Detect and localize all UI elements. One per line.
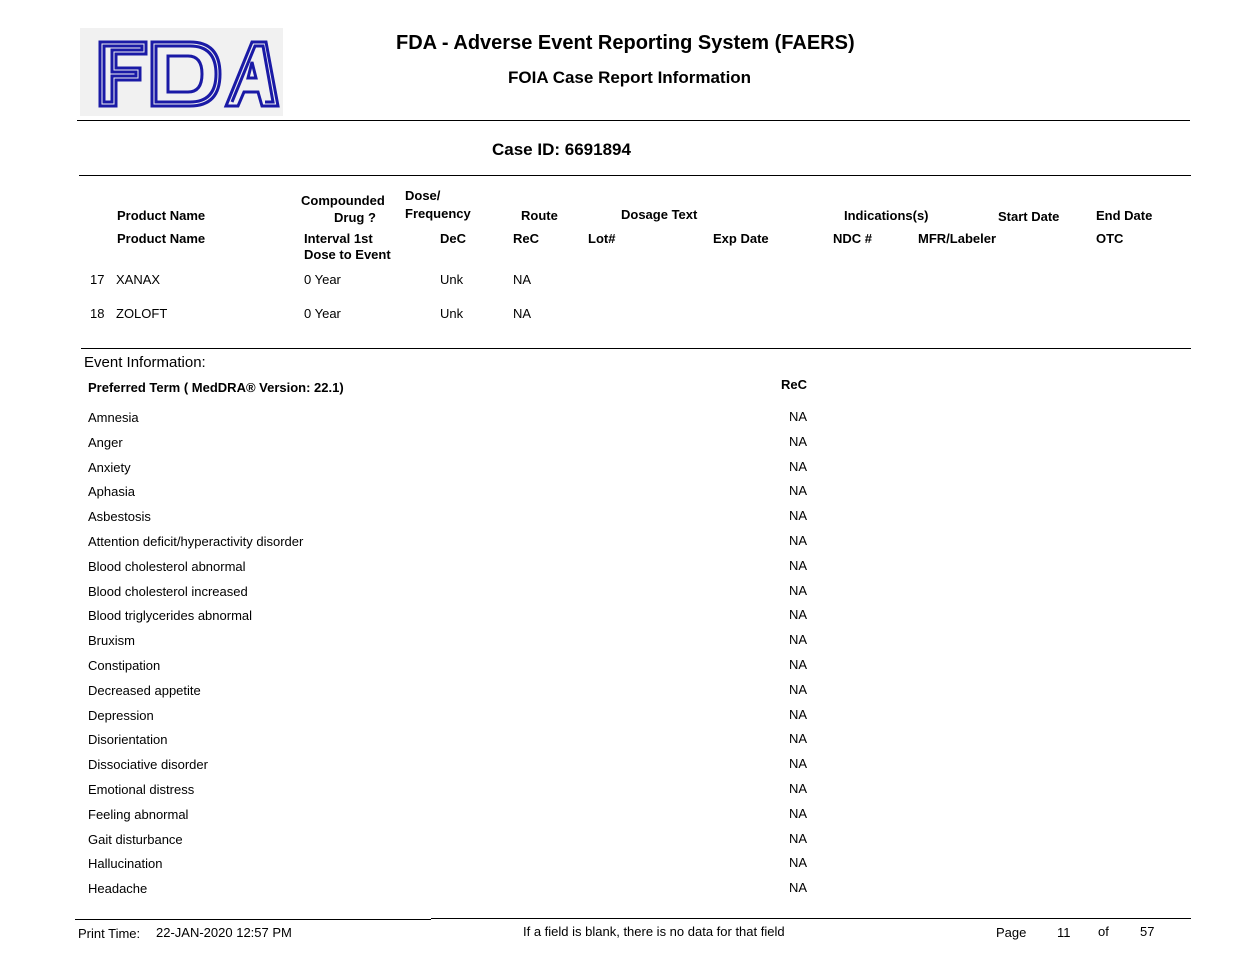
event-rec-value: NA bbox=[789, 806, 808, 821]
event-term: Blood triglycerides abnormal bbox=[88, 608, 253, 623]
print-time-value: 22-JAN-2020 12:57 PM bbox=[156, 925, 292, 940]
row-number: 17 bbox=[90, 272, 105, 287]
preferred-term-header: Preferred Term ( MedDRA® Version: 22.1) bbox=[88, 380, 344, 395]
col-exp-date: Exp Date bbox=[713, 231, 769, 246]
col-frequency: Frequency bbox=[405, 206, 471, 221]
dec-value: Unk bbox=[440, 272, 464, 287]
event-rec-value: NA bbox=[789, 855, 808, 870]
case-id: Case ID: 6691894 bbox=[492, 140, 631, 159]
rec-value: NA bbox=[513, 306, 532, 321]
rec-value: NA bbox=[513, 272, 532, 287]
event-term: Asbestosis bbox=[88, 509, 151, 524]
divider bbox=[77, 120, 1190, 121]
event-term: Headache bbox=[88, 881, 148, 896]
page-total: 57 bbox=[1140, 924, 1155, 939]
col-dec: DeC bbox=[440, 231, 467, 246]
event-rec-value: NA bbox=[789, 682, 808, 697]
report-subtitle: FOIA Case Report Information bbox=[508, 68, 752, 87]
page-label: Page bbox=[996, 925, 1027, 940]
col-indications: Indications(s) bbox=[844, 208, 929, 223]
event-rec-value: NA bbox=[789, 459, 808, 474]
event-term: Blood cholesterol increased bbox=[88, 584, 248, 599]
event-rec-header: ReC bbox=[781, 377, 808, 392]
col-route: Route bbox=[521, 208, 558, 223]
col-interval: Interval 1st bbox=[304, 231, 373, 246]
footer-divider bbox=[75, 919, 431, 920]
event-rec-value: NA bbox=[789, 583, 808, 598]
event-term: Constipation bbox=[88, 658, 161, 673]
page-number: 11 bbox=[1057, 925, 1071, 940]
event-rec-value: NA bbox=[789, 558, 808, 573]
col-lot: Lot# bbox=[588, 231, 616, 246]
event-term: Anxiety bbox=[88, 460, 131, 475]
event-rec-value: NA bbox=[789, 707, 808, 722]
event-term: Anger bbox=[88, 435, 123, 450]
event-term: Hallucination bbox=[88, 856, 163, 871]
event-rec-value: NA bbox=[789, 607, 808, 622]
fda-logo-graphic bbox=[80, 28, 283, 116]
of-label: of bbox=[1098, 924, 1109, 939]
col-otc: OTC bbox=[1096, 231, 1124, 246]
event-rec-value: NA bbox=[789, 508, 808, 523]
event-rec-value: NA bbox=[789, 409, 808, 424]
event-term: Emotional distress bbox=[88, 782, 195, 797]
dec-value: Unk bbox=[440, 306, 464, 321]
col-interval-2: Dose to Event bbox=[304, 247, 391, 262]
event-term: Feeling abnormal bbox=[88, 807, 189, 822]
footer-divider bbox=[431, 918, 1191, 919]
event-term: Disorientation bbox=[88, 732, 168, 747]
event-rec-value: NA bbox=[789, 533, 808, 548]
divider bbox=[81, 348, 1191, 349]
col-start-date: Start Date bbox=[998, 209, 1060, 224]
event-rec-value: NA bbox=[789, 731, 808, 746]
col-rec: ReC bbox=[513, 231, 540, 246]
event-term: Bruxism bbox=[88, 633, 135, 648]
event-term: Aphasia bbox=[88, 484, 135, 499]
col-compounded: Compounded bbox=[301, 193, 385, 208]
event-rec-value: NA bbox=[789, 781, 808, 796]
col-product-name-2: Product Name bbox=[117, 231, 206, 246]
col-end-date: End Date bbox=[1096, 208, 1153, 223]
col-product-name: Product Name bbox=[117, 208, 206, 223]
event-rec-value: NA bbox=[789, 831, 808, 846]
event-term: Gait disturbance bbox=[88, 832, 183, 847]
event-term: Attention deficit/hyperactivity disorder bbox=[88, 534, 304, 549]
col-compounded-2: Drug ? bbox=[334, 210, 376, 225]
event-rec-value: NA bbox=[789, 657, 808, 672]
print-time-label: Print Time: bbox=[78, 926, 141, 941]
event-term: Amnesia bbox=[88, 410, 139, 425]
col-dose: Dose/ bbox=[405, 188, 441, 203]
event-term: Decreased appetite bbox=[88, 683, 201, 698]
product-name: ZOLOFT bbox=[116, 306, 168, 321]
event-term: Blood cholesterol abnormal bbox=[88, 559, 246, 574]
row-number: 18 bbox=[90, 306, 105, 321]
event-term: Depression bbox=[88, 708, 154, 723]
event-rec-value: NA bbox=[789, 483, 808, 498]
event-term: Dissociative disorder bbox=[88, 757, 208, 772]
event-rec-value: NA bbox=[789, 880, 808, 895]
product-name: XANAX bbox=[116, 272, 161, 287]
interval-value: 0 Year bbox=[304, 306, 341, 321]
event-section-title: Event Information: bbox=[84, 354, 206, 371]
event-rec-value: NA bbox=[789, 632, 808, 647]
blank-field-note: If a field is blank, there is no data for that field bbox=[523, 924, 785, 939]
report-title: FDA - Adverse Event Reporting System (FAERS) bbox=[396, 32, 855, 54]
event-rec-value: NA bbox=[789, 756, 808, 771]
col-mfr: MFR/Labeler bbox=[918, 231, 997, 246]
divider bbox=[79, 175, 1191, 176]
col-ndc: NDC # bbox=[833, 231, 873, 246]
event-rec-value: NA bbox=[789, 434, 808, 449]
interval-value: 0 Year bbox=[304, 272, 341, 287]
fda-logo bbox=[80, 28, 283, 116]
col-dosage-text: Dosage Text bbox=[621, 207, 698, 222]
